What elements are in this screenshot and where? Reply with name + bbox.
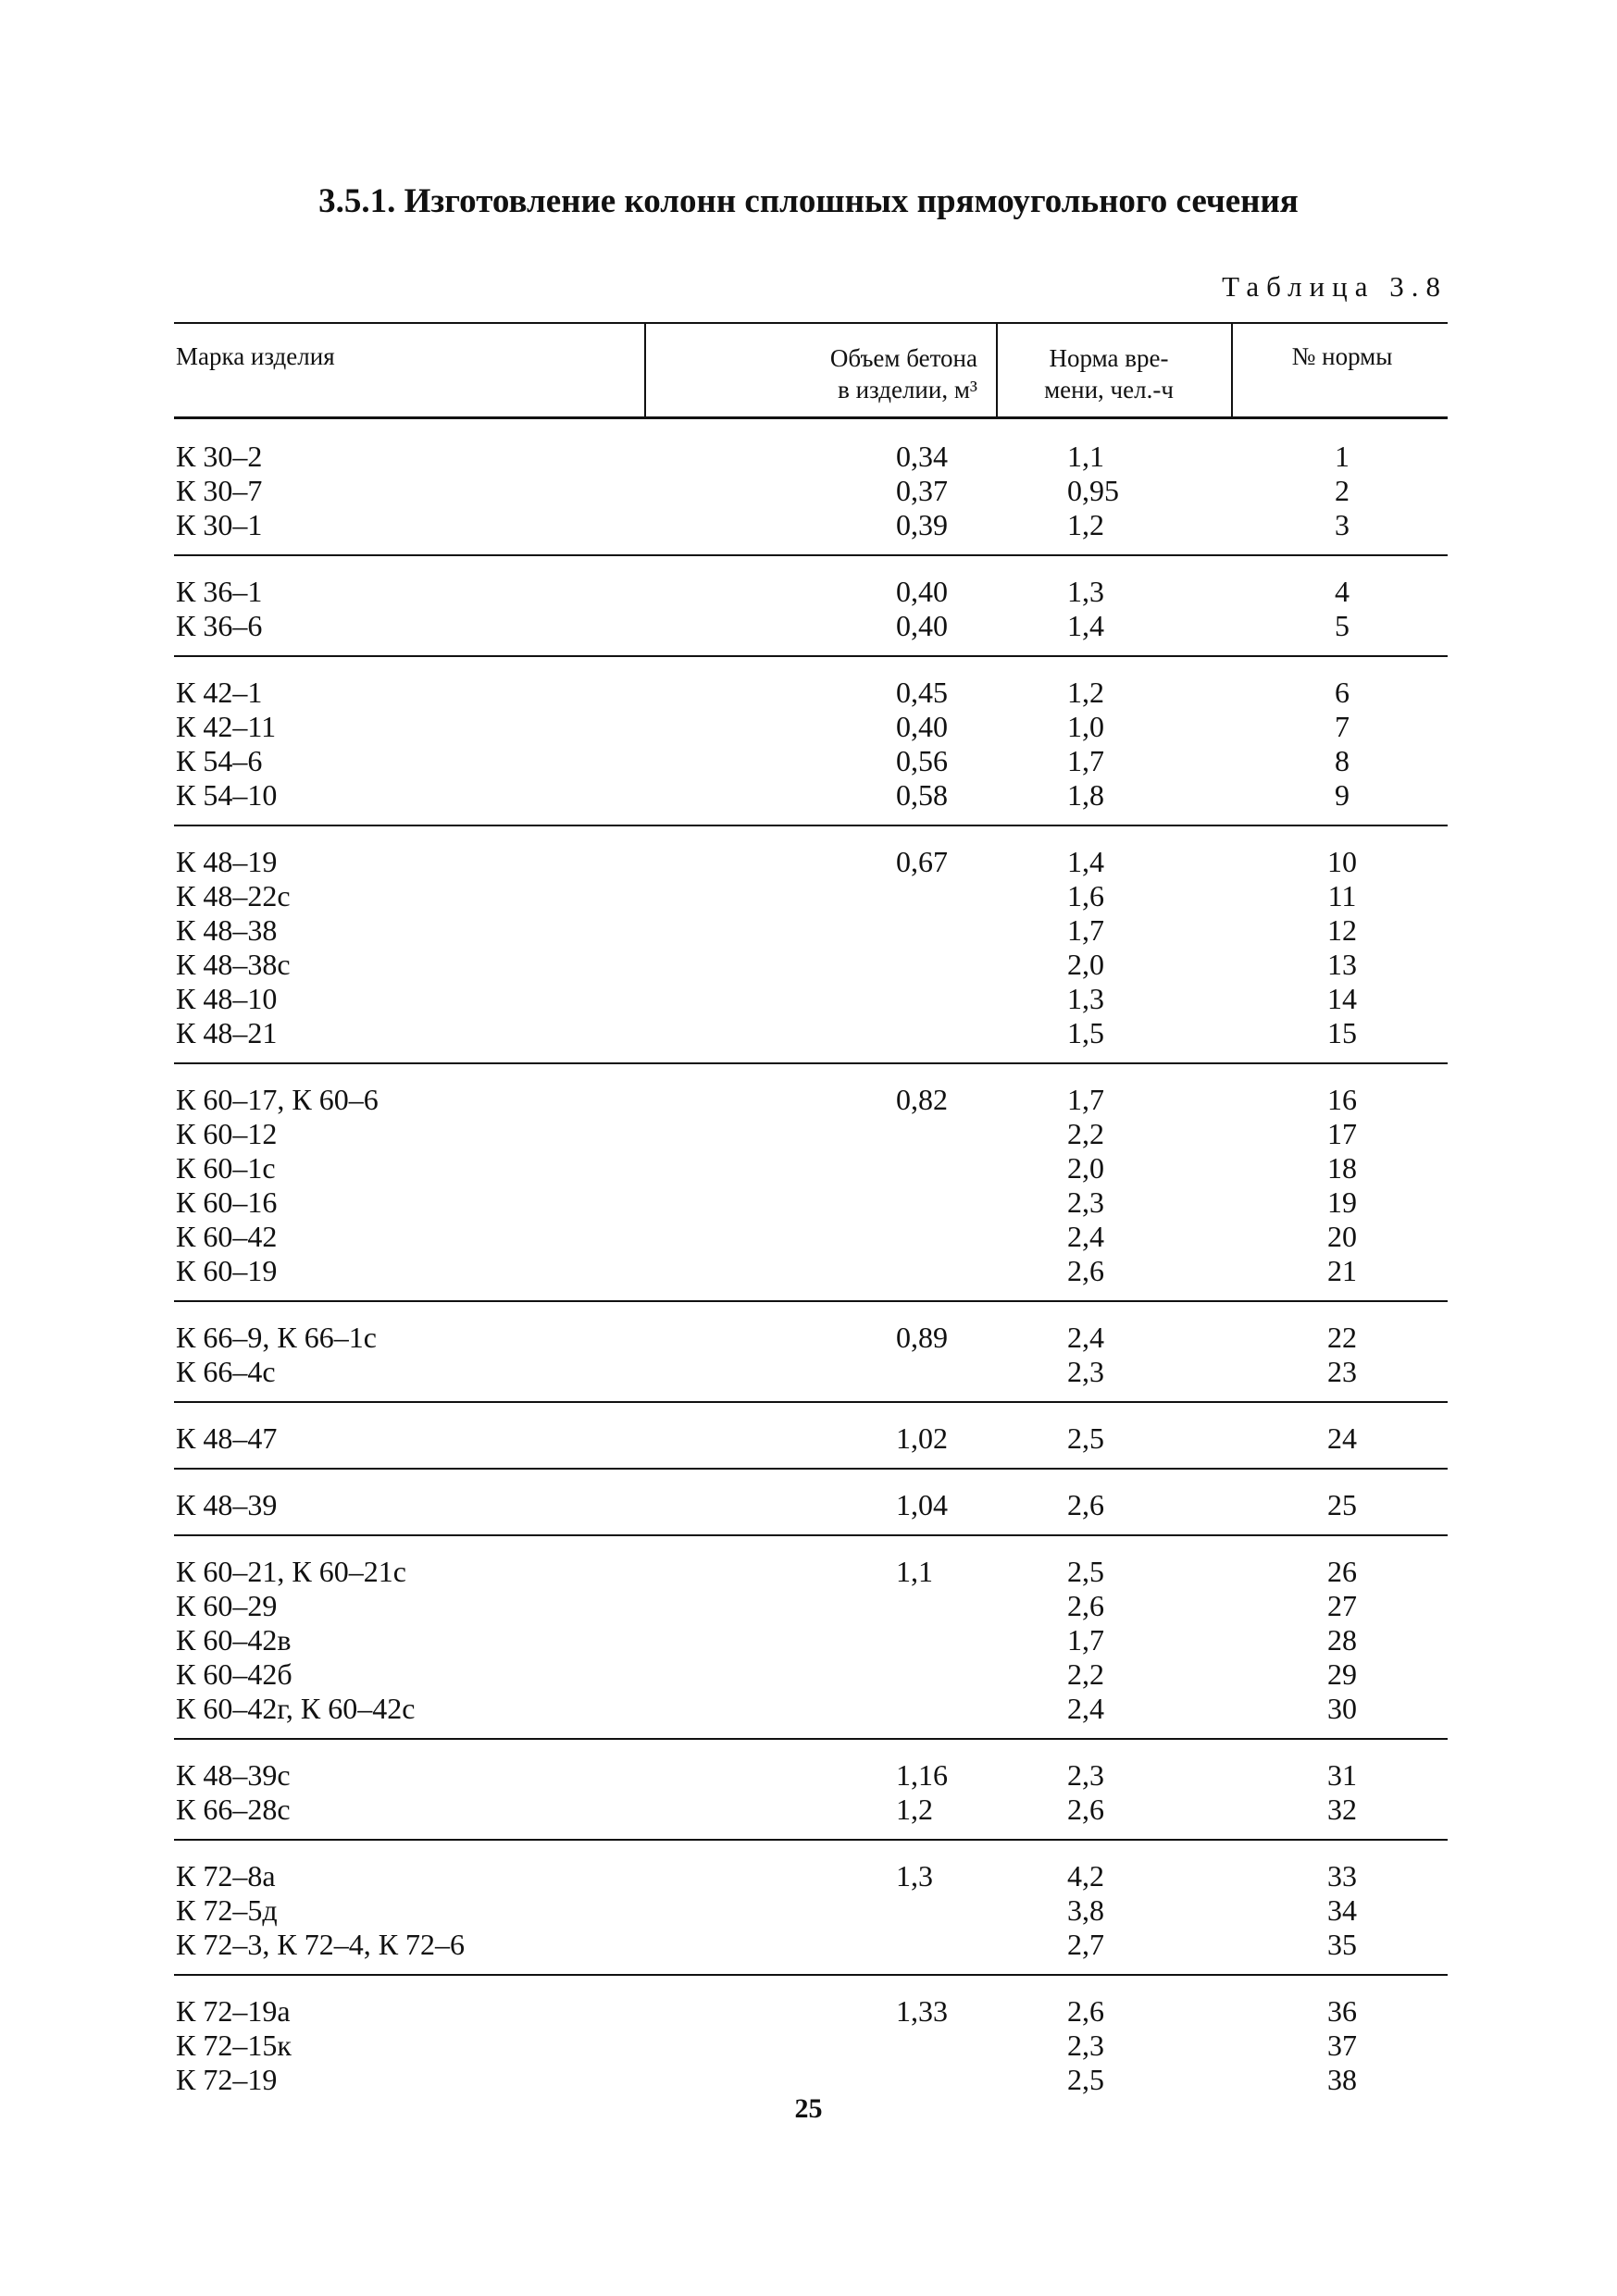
cell-norm-number: 31: [1327, 1758, 1357, 1792]
cell-norm-number: 38: [1327, 2063, 1357, 2096]
table-row: [174, 913, 1448, 948]
table-row: [174, 1692, 1448, 1726]
cell-norm: 1,7: [1067, 1083, 1104, 1116]
cell-norm: 1,7: [1067, 1623, 1104, 1657]
table-row: [174, 440, 1448, 474]
table-row: [174, 2029, 1448, 2063]
cell-norm-wrap: [989, 778, 1211, 813]
cell-norm: 2,4: [1067, 1692, 1104, 1725]
table-label: Таблица 3.8: [1222, 270, 1448, 303]
cell-norm: 1,6: [1067, 879, 1104, 912]
cell-volume: 0,37: [896, 474, 948, 507]
cell-norm-number: 23: [1327, 1355, 1357, 1388]
cell-norm-wrap: [989, 2029, 1211, 2063]
cell-norm-wrap: [989, 1859, 1211, 1893]
cell-norm-wrap: [989, 1623, 1211, 1657]
cell-norm-number: 2: [1335, 474, 1350, 507]
cell-norm-wrap: [989, 1893, 1211, 1928]
cell-volume: 0,58: [896, 778, 948, 812]
cell-norm-number: 9: [1335, 778, 1350, 812]
table-row: [174, 609, 1448, 643]
cell-mark: К 72–19: [176, 2063, 278, 2096]
row-group: [174, 440, 1448, 556]
cell-norm-number: 11: [1327, 879, 1357, 912]
row-group: [174, 1994, 1448, 2109]
cell-norm: 2,3: [1067, 1355, 1104, 1388]
table-row: [174, 1151, 1448, 1185]
cell-mark: К 72–15к: [176, 2029, 292, 2062]
table-row: [174, 1994, 1448, 2029]
cell-norm-number: 35: [1327, 1928, 1357, 1961]
cell-norm-wrap: [989, 1928, 1211, 1962]
cell-norm-number: 17: [1327, 1117, 1357, 1150]
cell-norm-wrap: [989, 1220, 1211, 1254]
cell-norm-number: 29: [1327, 1657, 1357, 1691]
cell-norm: 2,5: [1067, 1555, 1104, 1588]
cell-mark: К 48–38: [176, 913, 278, 947]
header-volume: [646, 342, 977, 405]
cell-norm: 0,95: [1067, 474, 1119, 507]
table-row: [174, 1793, 1448, 1827]
cell-volume: 0,34: [896, 440, 948, 473]
cell-norm-wrap: [989, 1321, 1211, 1355]
cell-norm-number: 12: [1327, 913, 1357, 947]
table-row: [174, 879, 1448, 913]
cell-norm: 2,5: [1067, 1421, 1104, 1455]
table-row: [174, 1321, 1448, 1355]
cell-norm-wrap: [989, 982, 1211, 1016]
cell-volume: 0,45: [896, 676, 948, 709]
cell-mark: К 48–39: [176, 1488, 278, 1521]
cell-norm: 1,3: [1067, 575, 1104, 608]
cell-norm: 1,8: [1067, 778, 1104, 812]
cell-norm: 2,4: [1067, 1220, 1104, 1253]
cell-norm: 4,2: [1067, 1859, 1104, 1893]
cell-norm-wrap: [989, 948, 1211, 982]
cell-volume: 0,39: [896, 508, 948, 541]
cell-norm-number: 14: [1327, 982, 1357, 1015]
cell-volume: 1,16: [896, 1758, 948, 1792]
cell-norm-wrap: [989, 1793, 1211, 1827]
header-divider: [996, 324, 998, 416]
cell-norm-wrap: [989, 440, 1211, 474]
cell-norm-number: 26: [1327, 1555, 1357, 1588]
table-row: [174, 744, 1448, 778]
cell-mark: К 60–21, К 60–21с: [176, 1555, 406, 1588]
cell-norm-number: 27: [1327, 1589, 1357, 1622]
cell-mark: К 66–9, К 66–1с: [176, 1321, 377, 1354]
cell-mark: К 72–5д: [176, 1893, 278, 1927]
cell-mark: К 48–39с: [176, 1758, 291, 1792]
cell-norm-number: 28: [1327, 1623, 1357, 1657]
cell-norm-wrap: [989, 879, 1211, 913]
row-group: [174, 676, 1448, 826]
cell-norm-number: 22: [1327, 1321, 1357, 1354]
section-title: 3.5.1. Изготовление колонн сплошных прямоугольного сечения: [318, 182, 1299, 220]
row-group: [174, 575, 1448, 657]
header-number: № нормы: [1291, 342, 1393, 370]
cell-volume: 0,40: [896, 609, 948, 642]
cell-norm-number: 8: [1335, 744, 1350, 777]
cell-norm-number: 24: [1327, 1421, 1357, 1455]
cell-norm: 2,3: [1067, 1758, 1104, 1792]
row-group: [174, 1488, 1448, 1536]
cell-mark: К 72–8а: [176, 1859, 276, 1893]
table-row: [174, 1657, 1448, 1692]
cell-norm-number: 33: [1327, 1859, 1357, 1893]
cell-norm-number: 4: [1335, 575, 1350, 608]
cell-volume: 1,02: [896, 1421, 948, 1455]
cell-norm-number: 37: [1327, 2029, 1357, 2062]
cell-volume: 0,89: [896, 1321, 948, 1354]
table-row: [174, 710, 1448, 744]
cell-norm: 2,2: [1067, 1117, 1104, 1150]
cell-volume: 0,82: [896, 1083, 948, 1116]
cell-norm: 2,7: [1067, 1928, 1104, 1961]
cell-norm-wrap: [989, 676, 1211, 710]
cell-norm: 1,7: [1067, 744, 1104, 777]
table-row: [174, 676, 1448, 710]
cell-mark: К 54–10: [176, 778, 278, 812]
cell-volume: 0,56: [896, 744, 948, 777]
cell-mark: К 60–42: [176, 1220, 278, 1253]
cell-norm: 2,0: [1067, 948, 1104, 981]
cell-mark: К 48–47: [176, 1421, 278, 1455]
cell-norm-wrap: [989, 1758, 1211, 1793]
cell-mark: К 30–2: [176, 440, 263, 473]
cell-norm-wrap: [989, 1355, 1211, 1389]
cell-norm-number: 6: [1335, 676, 1350, 709]
table-header: [174, 322, 1448, 419]
table-row: [174, 1893, 1448, 1928]
header-norm: [1000, 342, 1218, 405]
cell-norm-wrap: [989, 1151, 1211, 1185]
cell-mark: К 30–7: [176, 474, 263, 507]
cell-norm-number: 20: [1327, 1220, 1357, 1253]
header-volume-line2: в изделии, м³: [838, 376, 977, 403]
cell-norm-number: 15: [1327, 1016, 1357, 1049]
cell-mark: К 54–6: [176, 744, 263, 777]
cell-norm-wrap: [989, 2063, 1211, 2097]
table-row: [174, 1421, 1448, 1456]
cell-norm-number: 10: [1327, 845, 1357, 878]
cell-volume: 1,33: [896, 1994, 948, 2028]
page-number: 25: [794, 2093, 823, 2124]
cell-norm-wrap: [989, 575, 1211, 609]
cell-norm-number: 18: [1327, 1151, 1357, 1185]
cell-norm: 2,2: [1067, 1657, 1104, 1691]
cell-norm: 2,3: [1067, 1185, 1104, 1219]
table-row: [174, 948, 1448, 982]
cell-volume: 1,1: [896, 1555, 933, 1588]
header-norm-line2: мени, чел.-ч: [1044, 376, 1174, 403]
cell-norm-wrap: [989, 609, 1211, 643]
table-row: [174, 1185, 1448, 1220]
cell-norm: 2,6: [1067, 1994, 1104, 2028]
cell-mark: К 66–28с: [176, 1793, 291, 1826]
cell-norm-number: 1: [1335, 440, 1350, 473]
cell-norm: 2,3: [1067, 2029, 1104, 2062]
table-row: [174, 474, 1448, 508]
cell-norm-number: 5: [1335, 609, 1350, 642]
cell-mark: К 48–38с: [176, 948, 291, 981]
cell-norm-wrap: [989, 1692, 1211, 1726]
cell-mark: К 60–12: [176, 1117, 278, 1150]
cell-norm: 2,6: [1067, 1488, 1104, 1521]
cell-norm: 1,2: [1067, 676, 1104, 709]
cell-norm: 2,6: [1067, 1793, 1104, 1826]
cell-mark: К 48–21: [176, 1016, 278, 1049]
cell-norm-number: 30: [1327, 1692, 1357, 1725]
cell-norm-wrap: [989, 1488, 1211, 1522]
row-group: [174, 1321, 1448, 1403]
header-mark: Марка изделия: [176, 342, 335, 370]
cell-norm-wrap: [989, 845, 1211, 879]
cell-norm: 2,6: [1067, 1589, 1104, 1622]
cell-volume: 1,04: [896, 1488, 948, 1521]
cell-mark: К 60–42в: [176, 1623, 292, 1657]
row-group: [174, 1083, 1448, 1302]
cell-norm-wrap: [989, 744, 1211, 778]
table-row: [174, 1589, 1448, 1623]
cell-norm-wrap: [989, 1016, 1211, 1050]
cell-norm: 2,6: [1067, 1254, 1104, 1287]
cell-norm: 1,0: [1067, 710, 1104, 743]
cell-norm: 2,0: [1067, 1151, 1104, 1185]
cell-volume: 1,3: [896, 1859, 933, 1893]
cell-norm-wrap: [989, 1657, 1211, 1692]
table-row: [174, 1623, 1448, 1657]
cell-volume: 1,2: [896, 1793, 933, 1826]
cell-norm-wrap: [989, 1421, 1211, 1456]
cell-norm: 1,2: [1067, 508, 1104, 541]
cell-mark: К 60–16: [176, 1185, 278, 1219]
cell-mark: К 60–19: [176, 1254, 278, 1287]
cell-norm-number: 32: [1327, 1793, 1357, 1826]
table-row: [174, 1016, 1448, 1050]
cell-mark: К 48–10: [176, 982, 278, 1015]
cell-norm-wrap: [989, 1589, 1211, 1623]
cell-volume: 0,40: [896, 575, 948, 608]
header-norm-line1: Норма вре-: [1049, 344, 1169, 372]
row-group: [174, 1421, 1448, 1470]
cell-mark: К 36–1: [176, 575, 263, 608]
cell-norm-wrap: [989, 474, 1211, 508]
row-group: [174, 1859, 1448, 1976]
row-group: [174, 1758, 1448, 1841]
table-row: [174, 778, 1448, 813]
cell-mark: К 48–19: [176, 845, 278, 878]
table-row: [174, 1355, 1448, 1389]
table-row: [174, 1488, 1448, 1522]
cell-volume: 0,40: [896, 710, 948, 743]
cell-norm-number: 13: [1327, 948, 1357, 981]
cell-norm-wrap: [989, 1555, 1211, 1589]
table-row: [174, 575, 1448, 609]
cell-norm-number: 3: [1335, 508, 1350, 541]
cell-norm: 1,3: [1067, 982, 1104, 1015]
table-row: [174, 1758, 1448, 1793]
table-row: [174, 1220, 1448, 1254]
cell-mark: К 72–19а: [176, 1994, 291, 2028]
cell-norm-wrap: [989, 1117, 1211, 1151]
cell-mark: К 60–17, К 60–6: [176, 1083, 379, 1116]
table-row: [174, 508, 1448, 542]
table-row: [174, 1928, 1448, 1962]
row-group: [174, 1555, 1448, 1740]
table-row: [174, 1555, 1448, 1589]
cell-norm-wrap: [989, 1254, 1211, 1288]
cell-norm-wrap: [989, 508, 1211, 542]
cell-norm-wrap: [989, 1083, 1211, 1117]
cell-norm-number: 7: [1335, 710, 1350, 743]
cell-norm-wrap: [989, 1994, 1211, 2029]
cell-norm: 2,4: [1067, 1321, 1104, 1354]
table-row: [174, 982, 1448, 1016]
header-volume-line1: Объем бетона: [829, 344, 977, 372]
cell-mark: К 60–29: [176, 1589, 278, 1622]
table-row: [174, 845, 1448, 879]
cell-norm-number: 36: [1327, 1994, 1357, 2028]
cell-norm-number: 19: [1327, 1185, 1357, 1219]
cell-norm: 1,5: [1067, 1016, 1104, 1049]
cell-volume: 0,67: [896, 845, 948, 878]
cell-norm-wrap: [989, 710, 1211, 744]
cell-mark: К 36–6: [176, 609, 263, 642]
cell-norm-wrap: [989, 913, 1211, 948]
cell-norm: 1,4: [1067, 609, 1104, 642]
cell-mark: К 72–3, К 72–4, К 72–6: [176, 1928, 466, 1961]
row-group: [174, 845, 1448, 1064]
cell-mark: К 60–42б: [176, 1657, 292, 1691]
cell-norm-number: 34: [1327, 1893, 1357, 1927]
cell-norm: 1,4: [1067, 845, 1104, 878]
table-row: [174, 1859, 1448, 1893]
table-body: [174, 419, 1448, 2109]
cell-norm: 1,7: [1067, 913, 1104, 947]
table-row: [174, 1083, 1448, 1117]
cell-norm-number: 21: [1327, 1254, 1357, 1287]
cell-norm: 2,5: [1067, 2063, 1104, 2096]
header-divider: [1231, 324, 1233, 416]
cell-mark: К 48–22с: [176, 879, 291, 912]
table-row: [174, 1117, 1448, 1151]
cell-norm: 3,8: [1067, 1893, 1104, 1927]
cell-mark: К 42–1: [176, 676, 263, 709]
cell-norm-number: 25: [1327, 1488, 1357, 1521]
cell-norm-wrap: [989, 1185, 1211, 1220]
cell-norm: 1,1: [1067, 440, 1104, 473]
cell-mark: К 60–42г, К 60–42с: [176, 1692, 416, 1725]
cell-mark: К 60–1с: [176, 1151, 276, 1185]
cell-mark: К 42–11: [176, 710, 277, 743]
table-row: [174, 1254, 1448, 1288]
table-row: [174, 2063, 1448, 2097]
cell-mark: К 30–1: [176, 508, 263, 541]
cell-mark: К 66–4с: [176, 1355, 276, 1388]
norms-table: [174, 322, 1448, 2109]
cell-norm-number: 16: [1327, 1083, 1357, 1116]
